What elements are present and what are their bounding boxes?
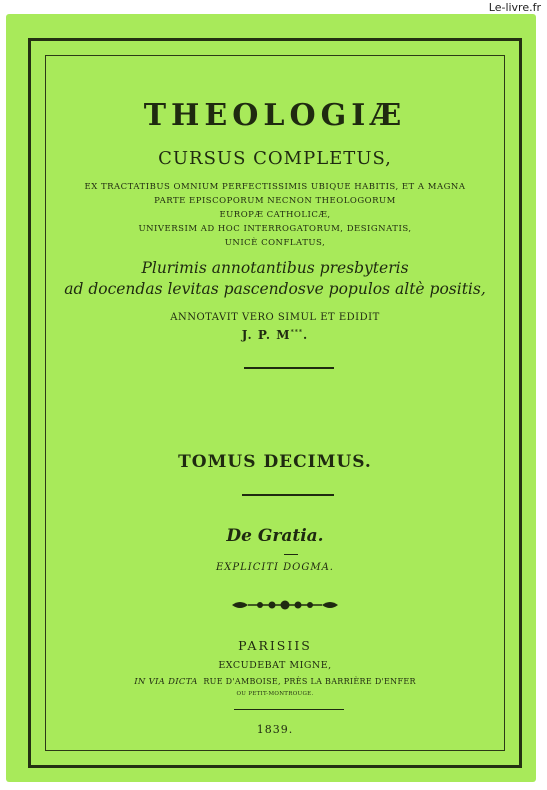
book-cover xyxy=(6,14,536,782)
imprint-address-text: RUE D'AMBOISE, PRÈS LA BARRIÈRE D'ENFER xyxy=(203,677,416,686)
editor-line: ANNOTAVIT VERO SIMUL ET EDIDIT xyxy=(170,312,380,323)
dedication-line: ad docendas levitas pascendosve populos altè positis, xyxy=(64,280,486,298)
divider-rule xyxy=(244,367,334,369)
inner-border-frame xyxy=(45,55,505,751)
subtitle: CURSUS COMPLETUS, xyxy=(158,148,392,169)
divider-rule xyxy=(242,494,334,496)
description-line: EX TRACTATIBUS OMNIUM PERFECTISSIMIS UBIQUE HABITIS, ET A MAGNA xyxy=(84,182,466,192)
treatise-subtitle: EXPLICITI DOGMA. xyxy=(216,562,334,573)
ornament-divider xyxy=(230,598,340,612)
volume-title: TOMUS DECIMUS. xyxy=(178,452,372,472)
main-title: THEOLOGIÆ xyxy=(143,98,407,133)
divider-rule xyxy=(234,709,344,710)
outer-border-frame xyxy=(28,38,522,768)
imprint-address-note: OU PETIT-MONTROUGE. xyxy=(236,691,314,697)
imprint-address-italic: IN VIA DICTA xyxy=(134,677,198,687)
short-dash xyxy=(284,554,298,555)
description-line: UNIVERSIM AD HOC INTERROGATORUM, DESIGNATIS, xyxy=(138,224,412,234)
dedication-line: Plurimis annotantibus presbyteris xyxy=(141,259,409,277)
publication-year: 1839. xyxy=(256,723,294,736)
editor-initials: J. P. M***. xyxy=(241,328,309,342)
imprint-printer: EXCUDEBAT MIGNE, xyxy=(218,660,332,671)
imprint-address xyxy=(46,677,504,687)
editor-initials-superscript: *** xyxy=(290,329,303,336)
description-line: UNICÈ CONFLATUS, xyxy=(224,238,326,248)
watermark-text: Le-livre.fr xyxy=(488,1,541,14)
description-line: EUROPÆ CATHOLICÆ, xyxy=(219,210,331,220)
imprint-city: PARISIIS xyxy=(238,638,312,653)
description-line: PARTE EPISCOPORUM NECNON THEOLOGORUM xyxy=(154,196,396,206)
treatise-title: De Gratia. xyxy=(226,526,324,546)
editor-initials-text: J. P. M xyxy=(241,328,291,342)
